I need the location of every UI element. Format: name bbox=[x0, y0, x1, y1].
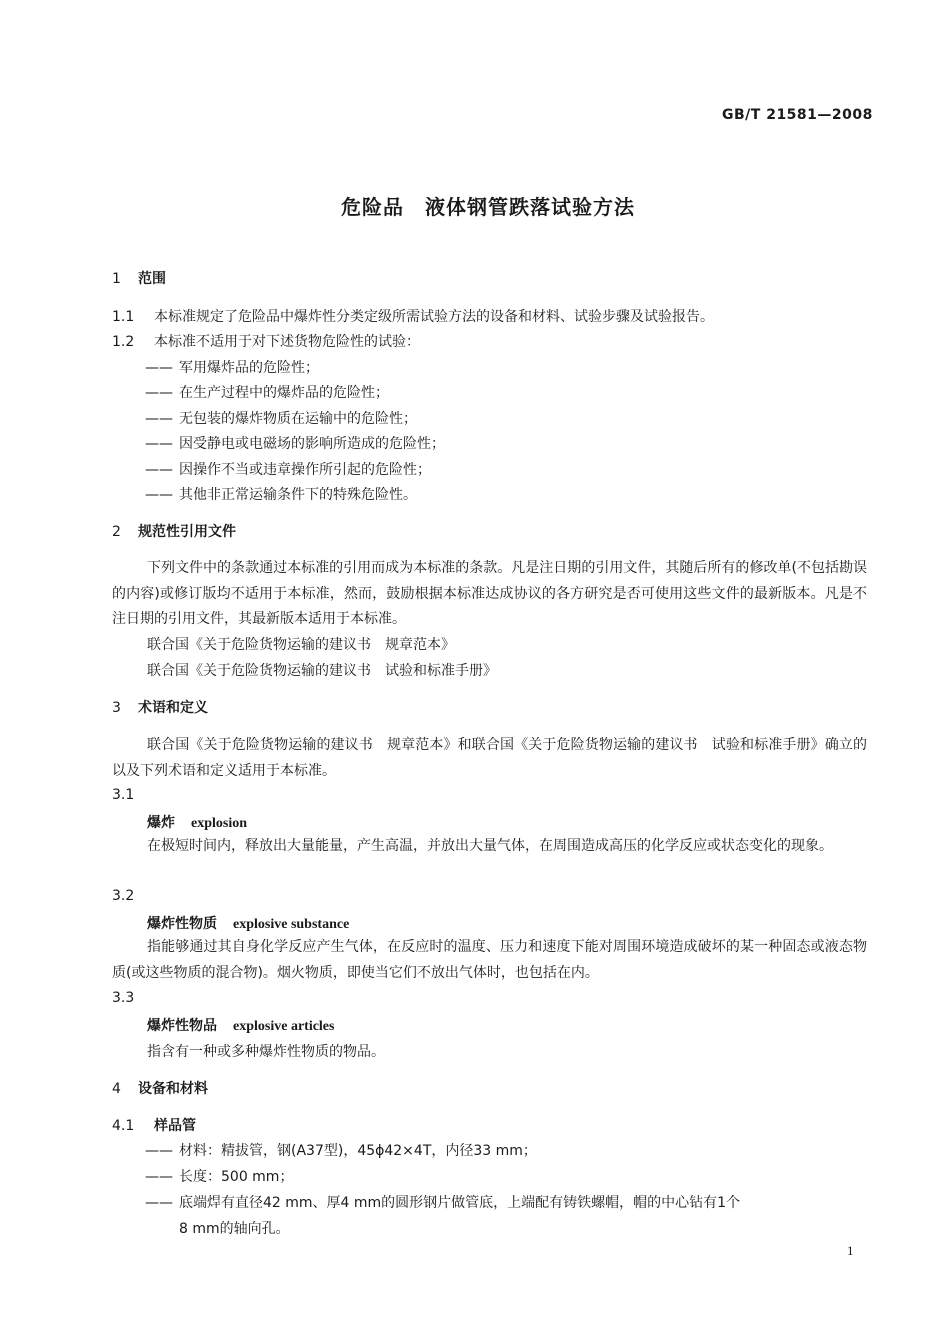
document-title: 危险品 液体钢管跌落试验方法 bbox=[341, 195, 635, 219]
reference-item: 联合国《关于危险货物运输的建议书 试验和标准手册》 bbox=[147, 663, 497, 679]
list-item: —— 无包装的爆炸物质在运输中的危险性； bbox=[145, 411, 417, 427]
section-2-paragraph: 下列文件中的条款通过本标准的引用而成为本标准的条款。凡是注日期的引用文件，其随后所有的修改单(不包括勘误的内容)或修订版均不适用于本标准，然而，鼓励根据本标准达成协议的各方研究是否可使用这些文件的最新版本。凡是不注日期的引用文件，其最新版本适用于本标准。 bbox=[112, 560, 867, 627]
term-zh: 爆炸 bbox=[147, 815, 175, 831]
term-definition: 在极短时间内，释放出大量能量，产生高温，并放出大量气体，在周围造成高压的化学反应或状态变化的现象。 bbox=[147, 838, 833, 854]
section-number: 4 bbox=[112, 1081, 121, 1097]
clause-number: 1.1 bbox=[112, 309, 135, 325]
section-number: 3 bbox=[112, 700, 121, 716]
term-number: 3.2 bbox=[112, 888, 135, 904]
section-3-heading bbox=[112, 697, 208, 717]
term-en: explosion bbox=[191, 816, 248, 831]
term-en: explosive substance bbox=[233, 917, 350, 932]
section-3-paragraph: 联合国《关于危险货物运输的建议书 规章范本》和联合国《关于危险货物运输的建议书 试验和标准手册》确立的以及下列术语和定义适用于本标准。 bbox=[112, 737, 867, 779]
page-number: 1 bbox=[847, 1243, 854, 1258]
clause-1-1 bbox=[112, 306, 714, 326]
term-zh: 爆炸性物品 bbox=[147, 1018, 217, 1034]
reference-item: 联合国《关于危险货物运输的建议书 规章范本》 bbox=[147, 637, 455, 653]
list-item: —— 军用爆炸品的危险性； bbox=[145, 360, 319, 376]
section-2-heading bbox=[112, 521, 236, 541]
term-definition: 指含有一种或多种爆炸性物质的物品。 bbox=[147, 1044, 385, 1060]
term-number: 3.1 bbox=[112, 787, 135, 803]
section-title: 规范性引用文件 bbox=[138, 524, 236, 540]
term-heading bbox=[147, 812, 247, 832]
clause-text: 本标准规定了危险品中爆炸性分类定级所需试验方法的设备和材料、试验步骤及试验报告。 bbox=[154, 309, 714, 325]
list-item: —— 底端焊有直径42 mm、厚4 mm的圆形钢片做管底，上端配有铸铁螺帽，帽的中心钻有1个 bbox=[145, 1195, 741, 1211]
term-definition: 指能够通过其自身化学反应产生气体，在反应时的温度、压力和速度下能对周围环境造成破坏的某一种固态或液态物质(或这些物质的混合物)。烟火物质，即使当它们不放出气体时，也包括在内。 bbox=[112, 939, 867, 981]
standard-number: GB/T 21581—2008 bbox=[722, 107, 873, 123]
list-item-continuation: 8 mm的轴向孔。 bbox=[179, 1221, 290, 1237]
clause-4-1 bbox=[112, 1115, 196, 1135]
list-item: —— 材料：精拔管，钢(A37型)，45ϕ42×4T，内径33 mm； bbox=[145, 1143, 537, 1159]
term-zh: 爆炸性物质 bbox=[147, 916, 217, 932]
clause-text: 本标准不适用于对下述货物危险性的试验： bbox=[154, 334, 420, 350]
section-title: 设备和材料 bbox=[138, 1081, 208, 1097]
section-number: 2 bbox=[112, 524, 121, 540]
clause-number: 4.1 bbox=[112, 1118, 135, 1134]
list-item: —— 因受静电或电磁场的影响所造成的危险性； bbox=[145, 436, 445, 452]
section-number: 1 bbox=[112, 271, 121, 287]
clause-title: 样品管 bbox=[154, 1118, 196, 1134]
clause-number: 1.2 bbox=[112, 334, 135, 350]
section-title: 术语和定义 bbox=[138, 700, 208, 716]
list-item: —— 在生产过程中的爆炸品的危险性； bbox=[145, 385, 389, 401]
section-title: 范围 bbox=[138, 271, 166, 287]
section-1-heading bbox=[112, 268, 166, 288]
list-item: —— 其他非正常运输条件下的特殊危险性。 bbox=[145, 487, 417, 503]
term-heading bbox=[147, 1015, 334, 1035]
term-heading bbox=[147, 913, 349, 933]
section-4-heading bbox=[112, 1078, 208, 1098]
term-en: explosive articles bbox=[233, 1019, 335, 1034]
term-number: 3.3 bbox=[112, 990, 135, 1006]
list-item: —— 长度：500 mm； bbox=[145, 1169, 294, 1185]
clause-1-2 bbox=[112, 331, 420, 351]
list-item: —— 因操作不当或违章操作所引起的危险性； bbox=[145, 462, 431, 478]
